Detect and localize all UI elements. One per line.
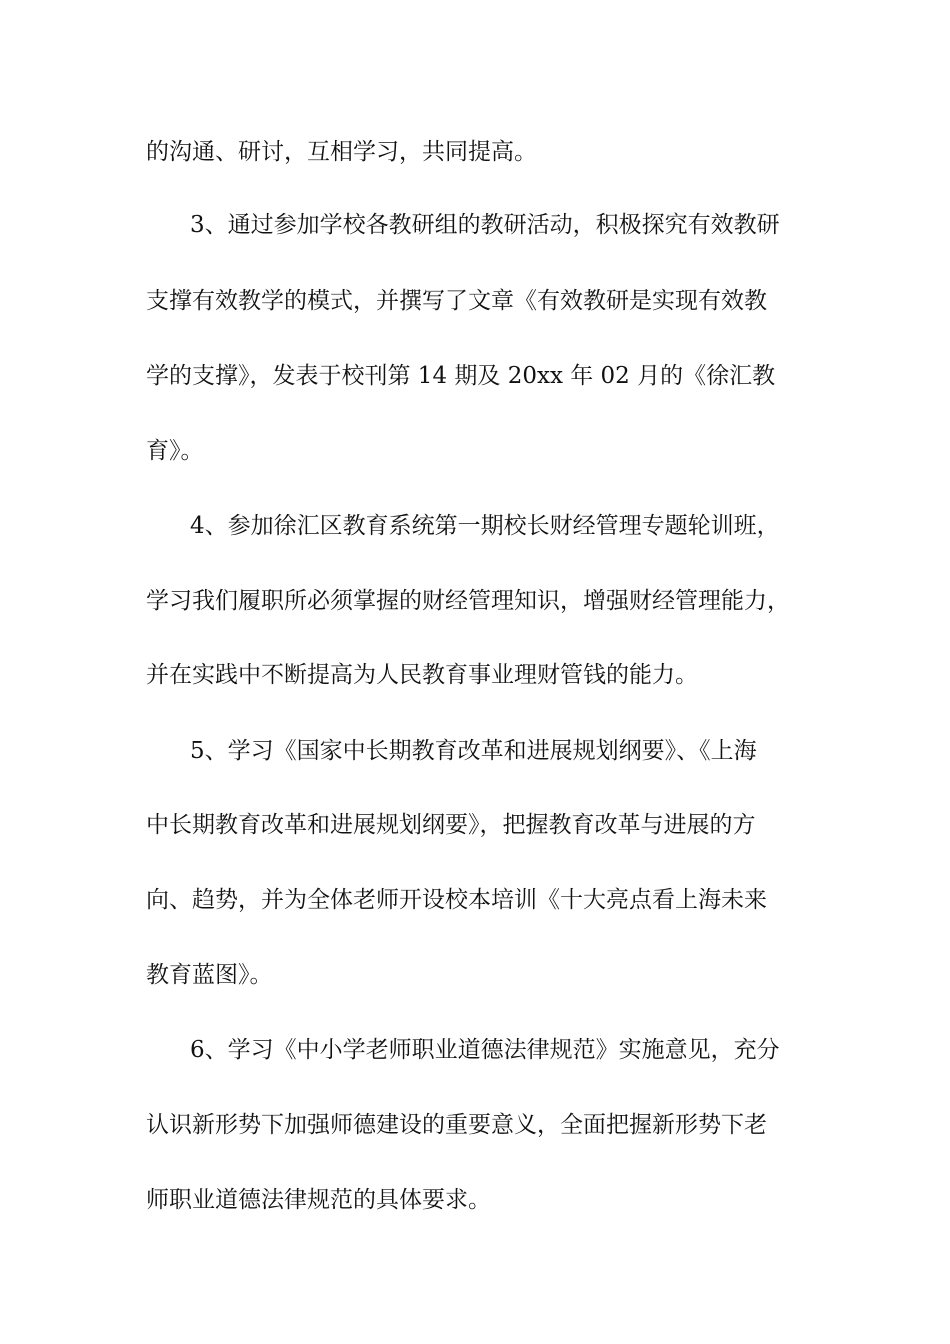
text-line: 教育蓝图》。	[146, 962, 273, 988]
text-line: 师职业道德法律规范的具体要求。	[146, 1187, 491, 1213]
text-line: 中长期教育改革和进展规划纲要》，把握教育改革与进展的方	[146, 812, 756, 838]
text-line: 3、通过参加学校各教研组的教研活动，积极探究有效教研	[190, 212, 780, 238]
text-line: 认识新形势下加强师德建设的重要意义，全面把握新形势下老	[146, 1112, 767, 1138]
text-line: 学的支撑》，发表于校刊第 14 期及 20xx 年 02 月的《徐汇教	[146, 363, 776, 389]
text-line: 5、学习《国家中长期教育改革和进展规划纲要》、《上海	[190, 738, 757, 764]
text-line: 学习我们履职所必须掌握的财经管理知识，增强财经管理能力，	[146, 588, 790, 614]
text-line: 支撑有效教学的模式，并撰写了文章《有效教研是实现有效教	[146, 288, 767, 314]
text-line: 并在实践中不断提高为人民教育事业理财管钱的能力。	[146, 662, 698, 688]
text-line: 的沟通、研讨，互相学习，共同提高。	[146, 139, 537, 165]
text-line: 向、趋势，并为全体老师开设校本培训《十大亮点看上海未来	[146, 887, 767, 913]
text-line: 育》。	[146, 438, 204, 464]
text-line: 6、学习《中小学老师职业道德法律规范》实施意见，充分	[190, 1037, 780, 1063]
text-line: 4、参加徐汇区教育系统第一期校长财经管理专题轮训班，	[190, 513, 780, 539]
